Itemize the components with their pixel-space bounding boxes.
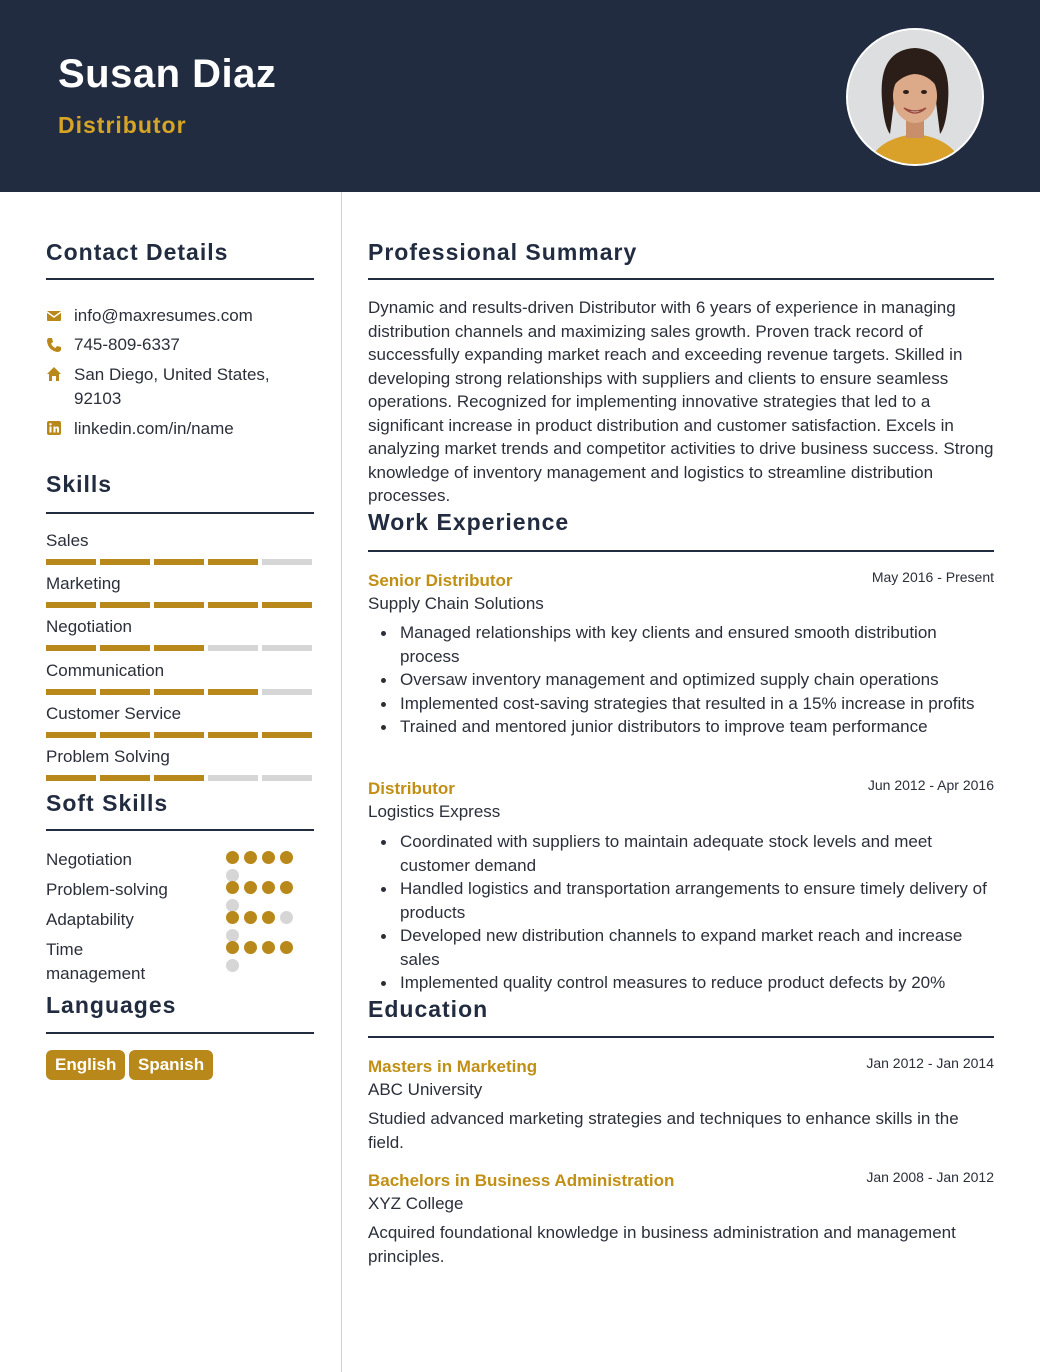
rating-dot-filled bbox=[244, 911, 257, 924]
job-dates: May 2016 - Present bbox=[871, 569, 994, 585]
skill-name: Communication bbox=[46, 660, 165, 680]
skill-segment-filled bbox=[208, 602, 258, 608]
resume-header bbox=[0, 0, 1040, 192]
skill-segment-filled bbox=[100, 602, 150, 608]
soft-skill-name: Negotiation bbox=[46, 850, 133, 869]
languages-section-rule bbox=[46, 1032, 314, 1034]
skill-segment-empty bbox=[208, 645, 258, 651]
degree-description: Studied advanced marketing strategies and techniques to enhance skills in the field. bbox=[368, 1109, 959, 1152]
education-section-title: Education bbox=[368, 996, 489, 1022]
education-section-rule bbox=[368, 1036, 994, 1038]
job-bullet: Implemented cost-saving strategies that resulted in a 15% increase in profits bbox=[400, 692, 994, 716]
soft-skill-rating bbox=[226, 851, 306, 881]
skill-segment-filled bbox=[46, 732, 96, 738]
languages-list bbox=[46, 1050, 314, 1080]
skill-segment-filled bbox=[154, 775, 204, 781]
skill-segment-empty bbox=[262, 775, 312, 781]
summary-text: Dynamic and results-driven Distributor with 6 years of experience in managing distribution channels and maximizing sales growth. Proven track record of successfully expanding market reach and exceeding revenue targets. Skilled in developing strong relationships with suppliers and clients to ensure seamless operations. Recognized for implementing innovative strategies that led to a significant increase in product distribution and customer satisfaction. Excels in analyzing market trends and competitor activities to drive business success. Strong knowledge of inventory management and logistics to streamline distribution processes. bbox=[368, 298, 994, 505]
skill-name: Negotiation bbox=[46, 617, 133, 637]
soft-skills-section-title: Soft Skills bbox=[46, 790, 169, 816]
soft-skill-rating bbox=[226, 941, 306, 971]
home-icon bbox=[46, 366, 62, 382]
summary-section-rule bbox=[368, 278, 994, 280]
skill-segment-filled bbox=[100, 559, 150, 565]
skill-segment-empty bbox=[262, 645, 312, 651]
skill-segment-filled bbox=[208, 689, 258, 695]
job-bullet: Managed relationships with key clients and ensured smooth distribution process bbox=[400, 621, 994, 668]
skill-segment-empty bbox=[208, 775, 258, 781]
profile-photo-image bbox=[848, 30, 982, 164]
candidate-role: Distributor bbox=[58, 112, 187, 138]
rating-dot-filled bbox=[226, 881, 239, 894]
skill-segment-empty bbox=[262, 559, 312, 565]
skill-segment-filled bbox=[154, 689, 204, 695]
rating-dot-filled bbox=[262, 851, 275, 864]
skill-name: Sales bbox=[46, 531, 89, 550]
skill-segment-empty bbox=[262, 689, 312, 695]
school-name: XYZ College bbox=[368, 1194, 464, 1213]
rating-dot-filled bbox=[226, 851, 239, 864]
rating-dot-filled bbox=[280, 851, 293, 864]
skill-segment-filled bbox=[100, 732, 150, 738]
skill-segment-filled bbox=[154, 645, 204, 651]
skill-segment-filled bbox=[46, 559, 96, 565]
rating-dot-filled bbox=[244, 851, 257, 864]
skill-segment-filled bbox=[46, 689, 96, 695]
linkedin-icon bbox=[46, 420, 62, 436]
skill-segment-filled bbox=[262, 732, 312, 738]
degree-description: Acquired foundational knowledge in business administration and management principles. bbox=[368, 1223, 956, 1266]
language-badge: Spanish bbox=[129, 1050, 213, 1080]
contact-address-text: San Diego, United States, 92103 bbox=[74, 365, 270, 408]
rating-dot-filled bbox=[262, 941, 275, 954]
candidate-name: Susan Diaz bbox=[58, 52, 277, 96]
degree-title: Bachelors in Business Administration bbox=[368, 1171, 675, 1190]
rating-dot-filled bbox=[262, 911, 275, 924]
skills-section-rule bbox=[46, 512, 314, 514]
soft-skill-rating bbox=[226, 911, 306, 941]
skill-segment-filled bbox=[46, 645, 96, 651]
rating-dot-filled bbox=[280, 941, 293, 954]
skill-segment-filled bbox=[100, 689, 150, 695]
school-name: ABC University bbox=[368, 1080, 483, 1099]
column-divider bbox=[341, 192, 342, 1372]
skill-segment-filled bbox=[100, 645, 150, 651]
soft-skill-name: Time management bbox=[46, 940, 146, 983]
job-bullet: Oversaw inventory management and optimized supply chain operations bbox=[400, 668, 994, 692]
job-company: Supply Chain Solutions bbox=[368, 594, 544, 613]
summary-section-title: Professional Summary bbox=[368, 239, 638, 265]
contact-linkedin-text: linkedin.com/in/name bbox=[74, 419, 234, 438]
degree-dates: Jan 2008 - Jan 2012 bbox=[866, 1169, 994, 1185]
skill-segment-filled bbox=[208, 559, 258, 565]
rating-dot-filled bbox=[280, 881, 293, 894]
job-bullets bbox=[368, 830, 994, 995]
profile-photo bbox=[846, 28, 984, 166]
skill-level-bar bbox=[46, 602, 314, 608]
job-title: Distributor bbox=[368, 779, 455, 798]
contact-phone-text: 745-809-6337 bbox=[74, 335, 180, 354]
contact-section-title: Contact Details bbox=[46, 239, 229, 265]
soft-skills-section-rule bbox=[46, 829, 314, 831]
languages-section-title: Languages bbox=[46, 992, 177, 1018]
skill-segment-filled bbox=[154, 559, 204, 565]
job-bullets bbox=[368, 621, 994, 739]
rating-dot-filled bbox=[226, 941, 239, 954]
rating-dot-filled bbox=[262, 881, 275, 894]
skill-level-bar bbox=[46, 732, 314, 738]
skill-name: Marketing bbox=[46, 574, 121, 594]
skill-segment-filled bbox=[46, 602, 96, 608]
skill-level-bar bbox=[46, 559, 314, 565]
phone-icon bbox=[46, 337, 62, 353]
rating-dot-filled bbox=[244, 941, 257, 954]
skill-segment-filled bbox=[262, 602, 312, 608]
skill-segment-filled bbox=[154, 732, 204, 738]
job-bullet: Developed new distribution channels to expand market reach and increase sales bbox=[400, 924, 994, 971]
skill-segment-filled bbox=[154, 602, 204, 608]
job-company: Logistics Express bbox=[368, 802, 501, 821]
soft-skill-name: Adaptability bbox=[46, 910, 134, 929]
skill-segment-filled bbox=[208, 732, 258, 738]
job-bullet: Handled logistics and transportation arrangements to ensure timely delivery of products bbox=[400, 877, 994, 924]
skill-segment-filled bbox=[100, 775, 150, 781]
soft-skill-rating bbox=[226, 881, 306, 911]
job-bullet: Trained and mentored junior distributors to improve team performance bbox=[400, 715, 994, 739]
rating-dot-empty bbox=[280, 911, 293, 924]
rating-dot-filled bbox=[226, 911, 239, 924]
skill-level-bar bbox=[46, 645, 314, 651]
experience-section-title: Work Experience bbox=[368, 509, 570, 535]
rating-dot-filled bbox=[244, 881, 257, 894]
skill-level-bar bbox=[46, 775, 314, 781]
envelope-icon bbox=[46, 308, 62, 324]
skill-name: Customer Service bbox=[46, 703, 182, 723]
contact-email-text: info@maxresumes.com bbox=[74, 306, 253, 325]
skill-level-bar bbox=[46, 689, 314, 695]
skill-segment-filled bbox=[46, 775, 96, 781]
job-bullet: Coordinated with suppliers to maintain adequate stock levels and meet customer demand bbox=[400, 830, 994, 877]
job-bullet: Implemented quality control measures to reduce product defects by 20% bbox=[400, 971, 994, 995]
rating-dot-empty bbox=[226, 959, 239, 972]
degree-dates: Jan 2012 - Jan 2014 bbox=[866, 1055, 994, 1071]
degree-title: Masters in Marketing bbox=[368, 1057, 538, 1076]
job-dates: Jun 2012 - Apr 2016 bbox=[867, 777, 994, 793]
language-badge: English bbox=[46, 1050, 125, 1080]
experience-section-rule bbox=[368, 550, 994, 552]
skill-name: Problem Solving bbox=[46, 747, 170, 766]
job-title: Senior Distributor bbox=[368, 571, 513, 590]
soft-skill-name: Problem-solving bbox=[46, 880, 168, 899]
contact-section-rule bbox=[46, 278, 314, 280]
skills-section-title: Skills bbox=[46, 471, 113, 497]
